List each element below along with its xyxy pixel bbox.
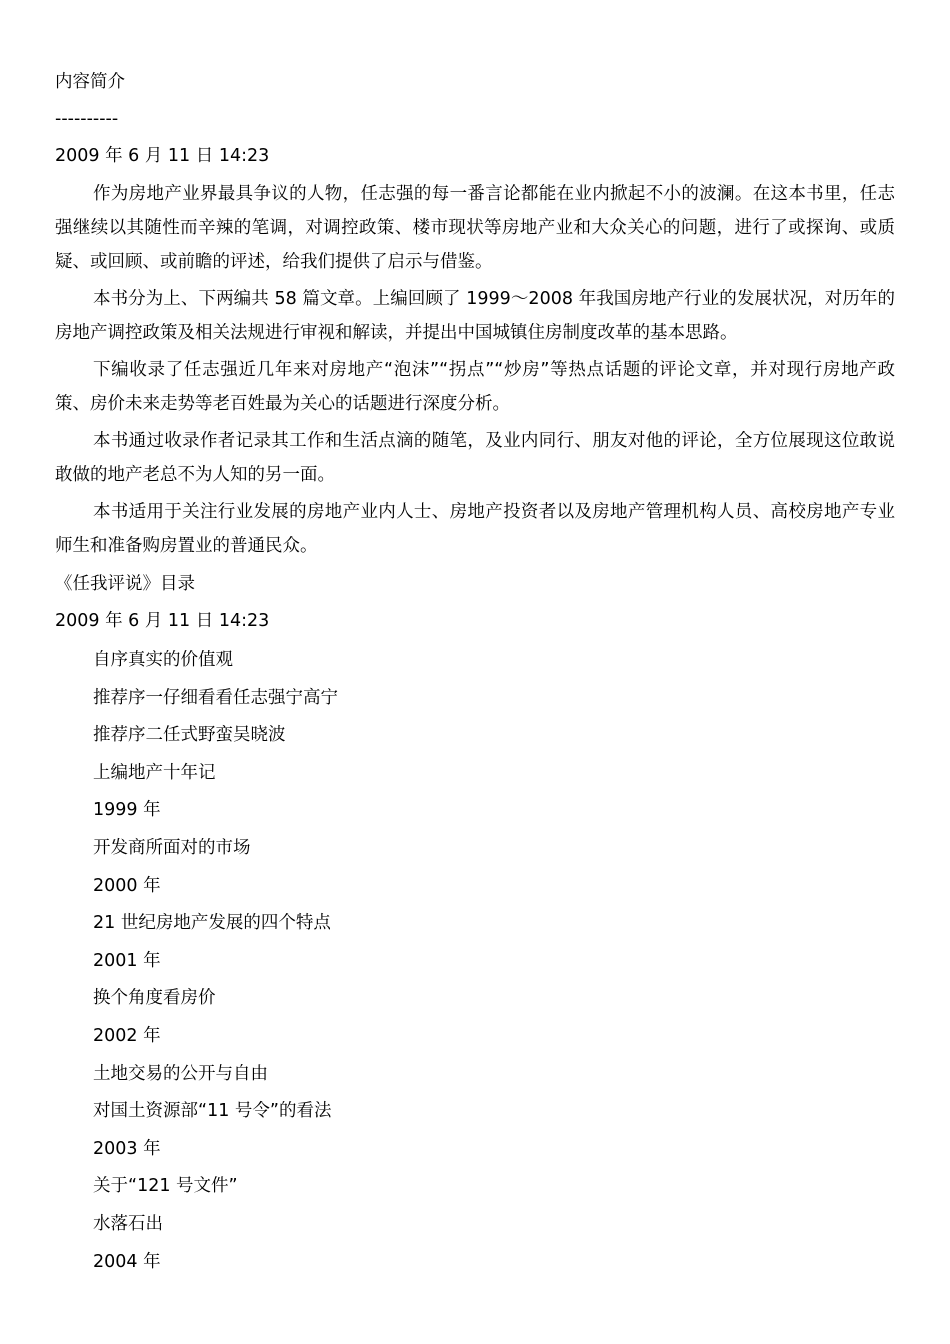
intro-paragraph: 下编收录了任志强近几年来对房地产“泡沫”“拐点”“炒房”等热点话题的评论文章，并对现行房地产政策、房价未来走势等老百姓最为关心的话题进行深度分析。 bbox=[55, 360, 895, 414]
toc-item: 2004 年 bbox=[93, 1251, 161, 1272]
intro-timestamp: 2009 年 6 月 11 日 14:23 bbox=[55, 146, 270, 166]
intro-paragraph: 本书通过收录作者记录其工作和生活点滴的随笔，及业内同行、朋友对他的评论，全方位展现这位敢说敢做的地产老总不为人知的另一面。 bbox=[55, 431, 895, 485]
divider: ---------- bbox=[55, 109, 119, 129]
toc-item: 水落石出 bbox=[93, 1213, 163, 1234]
toc-item: 2000 年 bbox=[93, 875, 161, 896]
intro-paragraph: 本书分为上、下两编共 58 篇文章。上编回顾了 1999～2008 年我国房地产行业的发展状况，对历年的房地产调控政策及相关法规进行审视和解读，并提出中国城镇住房制度改革的基本思路。 bbox=[55, 289, 895, 343]
toc-item: 2002 年 bbox=[93, 1025, 161, 1046]
toc-item: 上编地产十年记 bbox=[93, 762, 216, 783]
toc-item: 推荐序一仔细看看任志强宁高宁 bbox=[93, 687, 338, 708]
toc-item: 对国土资源部“11 号令”的看法 bbox=[93, 1101, 332, 1122]
toc-timestamp: 2009 年 6 月 11 日 14:23 bbox=[55, 611, 270, 631]
intro-paragraph: 作为房地产业界最具争议的人物，任志强的每一番言论都能在业内掀起不小的波澜。在这本书里，任志强继续以其随性而辛辣的笔调，对调控政策、楼市现状等房地产业和大众关心的问题，进行了或探询、或质疑、或回顾、或前瞻的评述，给我们提供了启示与借鉴。 bbox=[55, 184, 895, 272]
toc-item: 推荐序二任式野蛮吴晓波 bbox=[93, 725, 286, 746]
intro-title: 内容简介 bbox=[55, 72, 125, 92]
toc-item: 2001 年 bbox=[93, 950, 161, 971]
toc-item: 21 世纪房地产发展的四个特点 bbox=[93, 913, 331, 934]
toc-item: 开发商所面对的市场 bbox=[93, 837, 251, 858]
toc-title: 《任我评说》目录 bbox=[55, 574, 195, 594]
toc-item: 1999 年 bbox=[93, 800, 161, 821]
toc-item: 自序真实的价值观 bbox=[93, 650, 233, 670]
intro-paragraph: 本书适用于关注行业发展的房地产业内人士、房地产投资者以及房地产管理机构人员、高校房地产专业师生和准备购房置业的普通民众。 bbox=[55, 502, 895, 556]
toc-item: 换个角度看房价 bbox=[93, 988, 216, 1009]
toc-item: 2003 年 bbox=[93, 1138, 161, 1159]
toc-item: 土地交易的公开与自由 bbox=[93, 1063, 268, 1084]
toc-item: 关于“121 号文件” bbox=[93, 1176, 238, 1197]
table-of-contents bbox=[55, 642, 895, 1281]
